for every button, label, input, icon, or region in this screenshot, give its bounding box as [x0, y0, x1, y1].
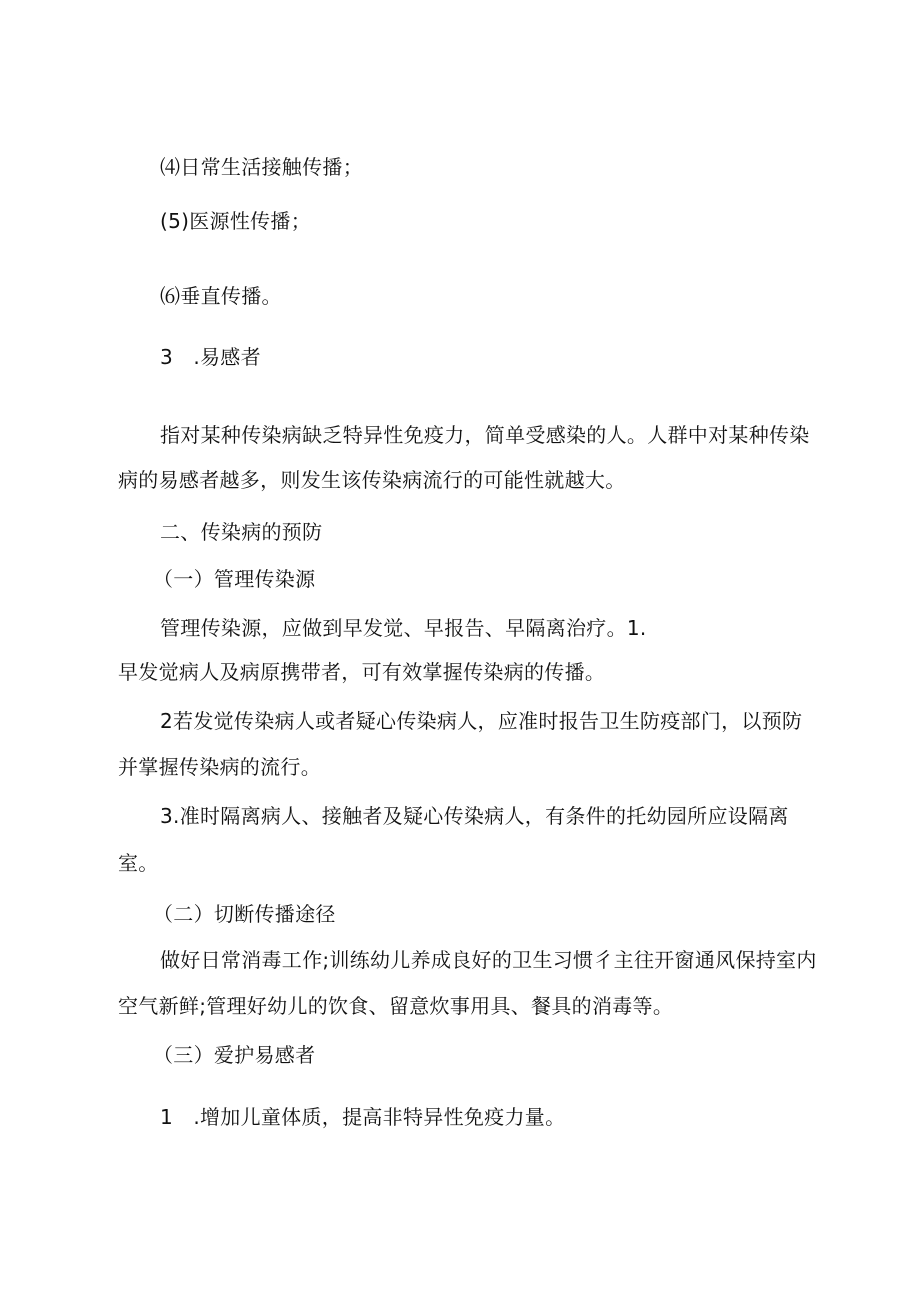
subsection-heading-manage-source: （一）管理传染源: [153, 567, 316, 591]
paragraph-line: 早发觉病人及病原携带者，可有效掌握传染病的传播。: [118, 660, 606, 684]
subsection-heading-cut-route: （二）切断传播途径: [153, 902, 336, 926]
paragraph-line: 做好日常消毒工作;训练幼儿养成良好的卫生习惯彳主往开窗通风保持室内: [160, 948, 817, 972]
list-item-iatrogenic: (5)医源性传播；: [160, 209, 312, 233]
subsection-heading-protect-susceptible: （三）爱护易感者: [153, 1043, 316, 1067]
list-item-strengthen: 1 .增加儿童体质，提高非特异性免疫力量。: [160, 1105, 566, 1129]
section-heading-susceptible: 3 .易感者: [160, 345, 261, 369]
paragraph-line: 室。: [118, 851, 159, 875]
paragraph-line: 病的易感者越多，则发生该传染病流行的可能性就越大。: [118, 468, 626, 492]
list-item-vertical: ⑹垂直传播。: [160, 284, 282, 308]
paragraph-line: 2若发觉传染病人或者疑心传染病人，应准时报告卫生防疫部门，以预防: [160, 709, 803, 733]
paragraph-line: 指对某种传染病缺乏特异性免疫力，简单受感染的人。人群中对某种传染: [160, 423, 810, 447]
list-item-daily-contact: ⑷日常生活接触传播；: [160, 155, 363, 179]
paragraph-line: 并掌握传染病的流行。: [118, 755, 321, 779]
paragraph-line: 管理传染源，应做到早发觉、早报告、早隔离治疗。1.: [160, 616, 647, 640]
paragraph-line: 空气新鲜;管理好幼儿的饮食、留意炊事用具、餐具的消毒等。: [118, 994, 674, 1018]
paragraph-line: 3.准时隔离病人、接触者及疑心传染病人，有条件的托幼园所应设隔离: [160, 804, 789, 828]
section-heading-prevention: 二、传染病的预防: [160, 520, 323, 544]
